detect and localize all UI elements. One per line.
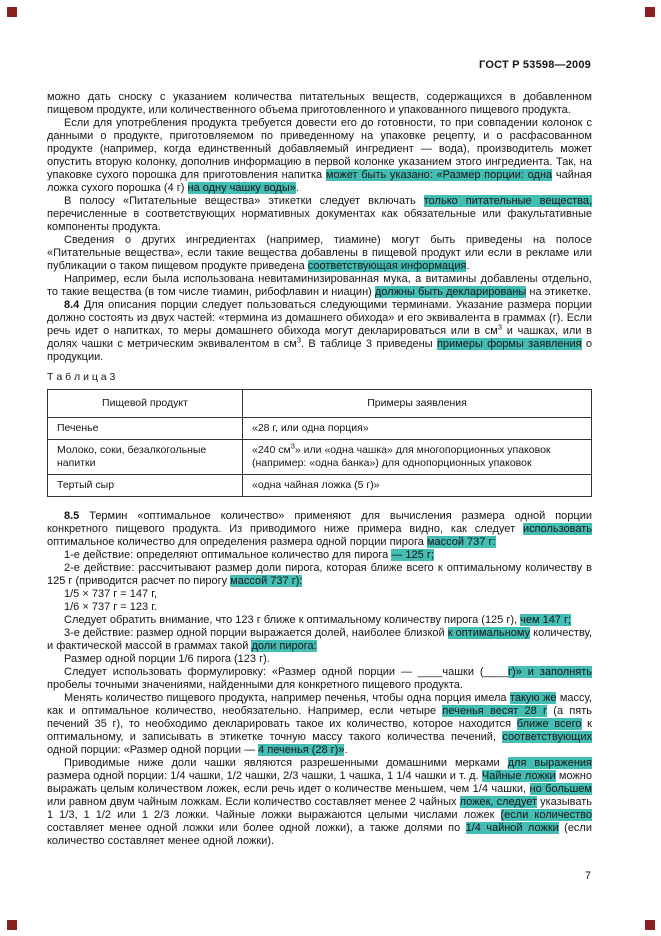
highlighted-text: г)» и заполнять — [508, 666, 592, 678]
corner-registration-mark — [7, 7, 17, 17]
text-segment: указывать 1 1/3, 1 1/2 или 1 2/3 ложки. Чайные ложки выражаются целыми числами ложек — [47, 796, 592, 821]
highlighted-text: к оптимальному — [447, 627, 531, 639]
highlighted-text: ложек, следует — [459, 796, 537, 808]
text-segment: или равном двум чайным ложкам. Если количество составляет менее 2 чайных — [47, 796, 460, 808]
paragraph — [47, 757, 592, 848]
highlighted-text: для выражения — [507, 757, 592, 769]
text-segment: 3 — [290, 441, 295, 451]
table-caption: Т а б л и ц а 3 — [47, 371, 116, 383]
examples-table — [47, 389, 592, 497]
text-segment: Термин «оптимальное количество» применяют для вычисления размера одной порции конкретного пищевого продукта. Из приводимого ниже примера видно, как следует — [47, 510, 592, 535]
highlighted-text: — 125 г; — [391, 549, 434, 561]
paragraph — [47, 117, 592, 195]
highlighted-text: доли пирога: — [251, 640, 317, 652]
text-segment: о продукции. — [47, 338, 592, 363]
text-segment: чайная ложка сухого порошка (4 г) — [47, 169, 593, 194]
paragraph — [47, 273, 592, 299]
text-segment: Размер одной порции 1/6 пирога (123 г). — [64, 653, 270, 665]
text-segment: Следует обратить внимание, что 123 г ближе к оптимальному количеству пирога (125 г), — [64, 614, 521, 626]
table-cell — [243, 440, 592, 475]
highlighted-text: соответствующих — [502, 731, 592, 743]
text-segment: составляет менее одной ложки или более одной ложки), а также долями по — [47, 822, 466, 834]
table-cell — [48, 418, 243, 440]
paragraph — [47, 614, 592, 627]
text-segment: (а пять печений 35 г), то необходимо декларировать такое их количество, которое находится — [47, 705, 593, 730]
highlighted-text: 4 печенья (28 г)» — [258, 744, 345, 756]
table-row — [48, 440, 592, 475]
highlighted-text: чем 147 г; — [520, 614, 572, 626]
corner-registration-mark — [7, 920, 17, 930]
text-segment: . В таблице 3 приведены — [301, 338, 437, 350]
paragraph — [47, 195, 592, 234]
paragraph — [47, 666, 592, 692]
table-row — [48, 418, 592, 440]
text-segment: можно дать сноску с указанием количества питательных веществ, содержащихся в добавленном пищевом продукте, или количественного объема приготовленного и упакованного пищевого продукта. — [47, 91, 592, 116]
table-cell — [48, 440, 243, 475]
text-segment: 8.4 — [64, 299, 80, 311]
text-segment: » или «одна чашка» для многопорционных упаковок — [294, 444, 551, 456]
text-segment: . — [344, 744, 348, 756]
text-segment: «28 г, или одна порция» — [252, 422, 369, 434]
formula — [47, 601, 592, 614]
text-segment: 3 — [296, 335, 301, 345]
text-segment: оптимальное количество для определения размера одной порции пирога — [47, 536, 427, 548]
table-header-cell: Пищевой продукт — [48, 390, 243, 418]
text-segment: Менять количество пищевого продукта, например печенья, чтобы одна порция имела — [64, 692, 510, 704]
highlighted-text: ближе всего — [516, 718, 582, 730]
highlighted-text: печенья весят 28 г — [442, 705, 548, 717]
text-segment: Например, если была использована невитаминизированная мука, а витамины добавлены отдельно, то такие вещества (в том числе тиамин, рибофлавин и ниацин) — [47, 273, 592, 298]
highlighted-text: примеры формы заявления — [436, 338, 582, 350]
text-segment: пробелы точными значениями, найденными для конкретного пищевого продукта. — [47, 679, 463, 691]
text-segment: 8.5 — [64, 510, 80, 522]
text-segment: количеству, и фактической массой в граммах такой — [47, 627, 593, 652]
text-segment: 3-е действие: размер одной порции выражается долей, наиболее близкой — [64, 627, 448, 639]
text-segment: Если для употребления продукта требуется довести его до готовности, то при совпадении колонок с данными о продукте, приготовляемом по приведенному на упаковке рецепту, и о расфасованном продукте (например, когда единственный добавляемый ингредиент — вода), производитель может опустить вторую колонку, дополнив информацию в первой колонке указанием этого ингредиента. Так, на упаковке сухого порошка для приготовления напитка — [47, 117, 592, 181]
table-header-row — [48, 390, 592, 418]
text-segment: 2-е действие: рассчитывают размер доли пирога, которая ближе всего к оптимальному количеству в 125 г (приводится расчет по пирогу — [47, 562, 592, 587]
text-segment: Приводимые ниже доли чашки являются разрешенными домашними мерками — [64, 757, 508, 769]
text-segment: можно выражать целым количеством ложек, если речь идет о количестве меньшем, чем 1/4 чашки, — [47, 770, 592, 795]
text-segment: 1-е действие: определяют оптимальное количество для пирога — [64, 549, 392, 561]
text-segment: перечисленные в соответствующих нормативных документах как обязательные или факультативные компоненты продукта. — [47, 208, 592, 233]
highlighted-text: использовать — [522, 523, 592, 535]
highlighted-text: (если количество — [500, 809, 593, 821]
text-segment: размера одной порции: 1/4 чашки, 1/2 чашки, 2/3 чашки, 1 чашка, 1 1/4 чашки и т. д. — [47, 770, 482, 782]
table-cell — [48, 475, 243, 497]
highlighted-text: массой 737 г): — [230, 575, 303, 587]
highlighted-text: Чайные ложки — [481, 770, 556, 782]
text-segment: Тертый сыр — [57, 479, 115, 491]
paragraph — [47, 299, 592, 364]
text-segment: Сведения о других ингредиентах (например, тиамине) могут быть приведены на полосе «Питательные вещества», если такие вещества добавлены в пищевой продукт или если в рекламе или публикации о таком пищевом продукте приведена — [47, 234, 592, 272]
text-segment: «240 см — [252, 444, 291, 456]
text-segment: Печенье — [57, 422, 99, 434]
paragraph — [47, 549, 592, 562]
document-code: ГОСТ Р 53598—2009 — [479, 59, 591, 71]
formula — [47, 653, 592, 666]
highlighted-text: только питательные вещества, — [423, 195, 592, 207]
highlighted-text: массой 737 г: — [426, 536, 496, 548]
corner-registration-mark — [645, 920, 655, 930]
table-header-cell: Примеры заявления — [243, 390, 592, 418]
highlighted-text: такую же — [509, 692, 557, 704]
highlighted-text: 1/4 чайной ложки — [465, 822, 559, 834]
highlighted-text: на одну чашку воды» — [187, 182, 296, 194]
page-number: 7 — [584, 870, 591, 882]
paragraph — [47, 692, 592, 757]
text-segment: 1/6 × 737 г = 123 г. — [64, 601, 157, 613]
text-segment: 3 — [497, 322, 503, 332]
paragraph — [47, 234, 592, 273]
text-segment: к оптимальному, и записывать в этикетке точную массу такого количества печений, — [47, 718, 592, 743]
paragraph — [47, 510, 592, 549]
text-segment: В полосу «Питательные вещества» этикетки следует включать — [64, 195, 424, 207]
text-segment: . — [466, 260, 470, 272]
text-segment: и чашках, или в долях чашки с метрическим эквивалентом в см — [47, 325, 592, 350]
text-segment: Следует использовать формулировку: «Размер одной порции — ____чашки (____ — [64, 666, 509, 678]
document-content — [47, 91, 592, 848]
text-segment: на этикетке. — [526, 286, 592, 298]
table-row — [48, 475, 592, 497]
highlighted-text: но большем — [529, 783, 592, 795]
highlighted-text: должны быть декларированы — [374, 286, 527, 298]
table-cell — [243, 418, 592, 440]
formula — [47, 588, 592, 601]
text-segment: Молоко, соки, безалкогольные напитки — [57, 444, 207, 469]
table-cell — [243, 475, 592, 497]
paragraph — [47, 562, 592, 588]
paragraph — [47, 91, 592, 117]
highlighted-text: соответствующая информация — [307, 260, 467, 272]
text-segment: . — [295, 182, 299, 194]
text-segment: (например: «одна банка») для однопорционных упаковок — [252, 457, 532, 469]
text-segment: массу, как и оптимальное количество, необязательно. Например, если четыре — [47, 692, 592, 717]
text-segment: «одна чайная ложка (5 г)» — [252, 479, 380, 491]
text-segment: 1/5 × 737 г = 147 г, — [64, 588, 157, 600]
paragraph — [47, 627, 592, 653]
corner-registration-mark — [645, 7, 655, 17]
highlighted-text: может быть указано: «Размер порции: одна — [325, 169, 553, 181]
text-segment: (если количество составляет менее одной ложки). — [47, 822, 592, 847]
text-segment: Для описания порции следует пользоваться следующими терминами. Указание размера порции должно состоять из двух частей: «термина из домашнего обихода» и его эквивалента в граммах (г). Если речь идет о напитках, то меры домашнего обихода могут декларироваться или в см — [47, 299, 592, 337]
text-segment: одной порции: «Размер одной порции — — [47, 744, 259, 756]
